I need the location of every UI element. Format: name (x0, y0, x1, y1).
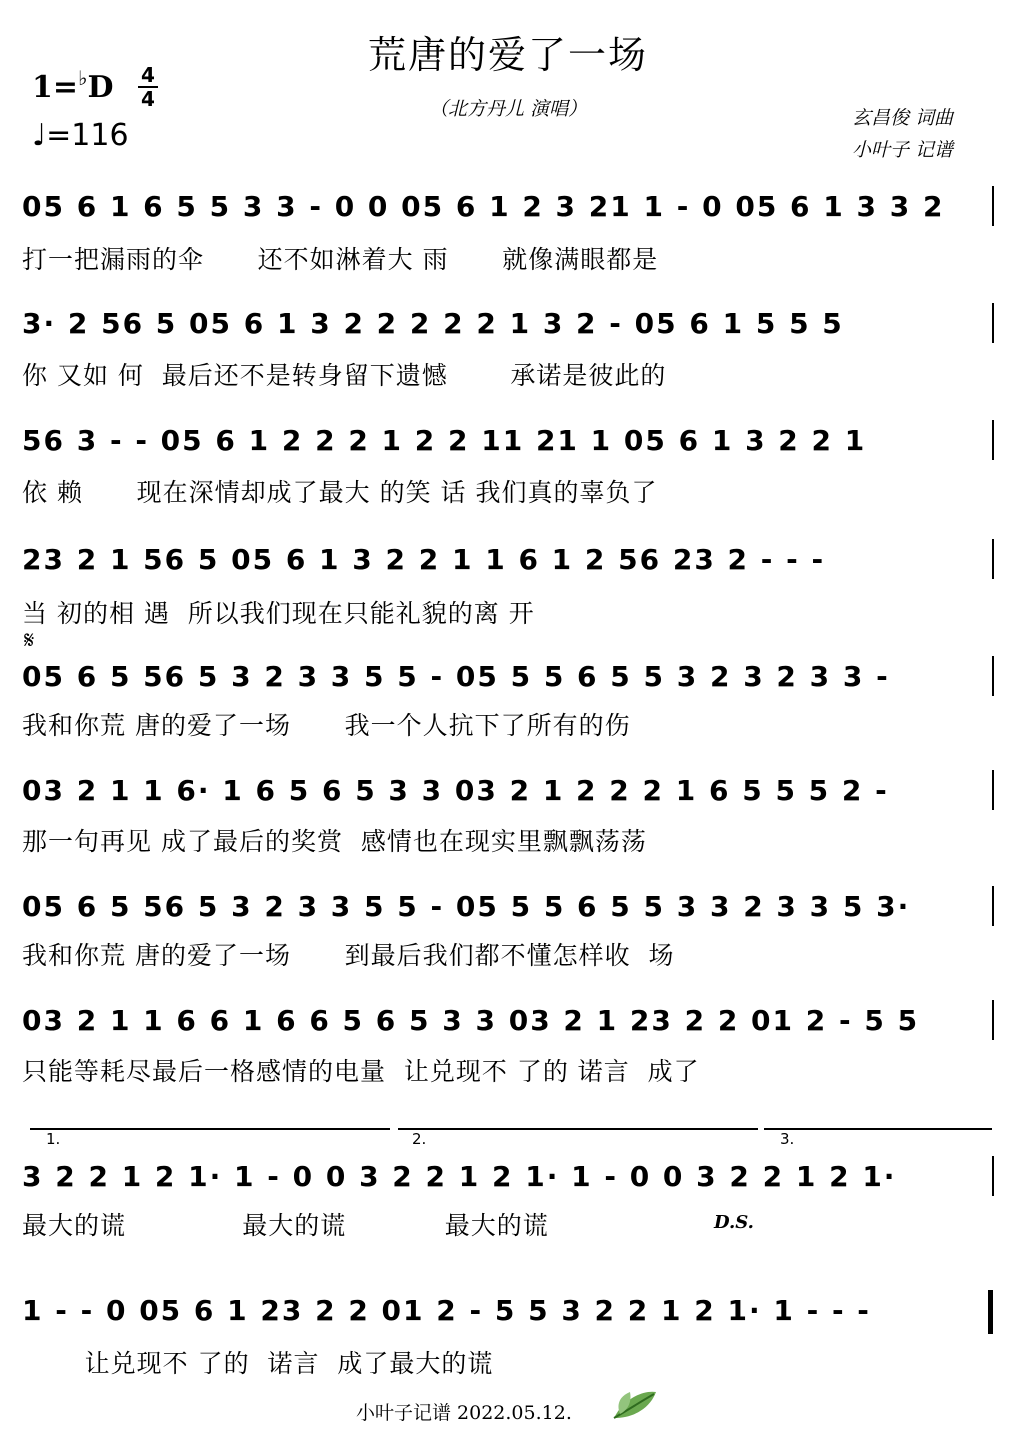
time-top: 4 (141, 63, 155, 87)
lyric-line-6: 那一句再见 成了最后的奖赏 感情也在现实里飘飘荡荡 (22, 827, 647, 856)
time-bottom: 4 (141, 87, 155, 111)
ending-bracket-3 (764, 1128, 992, 1130)
lyric-line-5: 我和你荒 唐的爱了一场 我一个人抗下了所有的伤 (22, 711, 631, 740)
notation-line-8: 03 2 1 1 6 6 1 6 6 5 6 5 3 3 03 2 1 23 2 2 01 2 - 5 5 (22, 1004, 920, 1037)
lyric-line-3: 依 赖 现在深情却成了最大 的笑 话 我们真的辜负了 (22, 478, 658, 507)
notation-line-5: 05 6 5 56 5 3 2 3 3 5 5 - 05 5 5 6 5 5 3 2 3 2 3 3 - (22, 660, 890, 693)
transcriber-credit: 小叶子 记谱 (852, 139, 954, 161)
key-prefix: 1= (32, 70, 79, 105)
notation-line-4: 23 2 1 56 5 05 6 1 3 2 2 1 1 6 1 2 56 23 2 - - - (22, 543, 826, 576)
notation-line-1: 05 6 1 6 5 5 3 3 - 0 0 05 6 1 2 3 21 1 - 0 05 6 1 3 3 2 (22, 190, 945, 223)
segno-icon: 𝄋 (24, 626, 35, 654)
notation-line-2: 3· 2 56 5 05 6 1 3 2 2 2 2 2 1 3 2 - 05 6 1 5 5 5 (22, 307, 844, 340)
notation-line-10: 1 - - 0 05 6 1 23 2 2 01 2 - 5 5 3 2 2 1 2 1· 1 - - - (22, 1294, 871, 1327)
ending-label-2: 2. (412, 1130, 427, 1148)
lyric-line-4: 当 初的相 遇 所以我们现在只能礼貌的离 开 (22, 599, 535, 628)
flat-icon: ♭ (78, 66, 88, 90)
leaf-icon (610, 1384, 660, 1424)
quarter-note-icon: ♩ (32, 118, 47, 153)
time-signature (136, 64, 160, 110)
lyric-line-7: 我和你荒 唐的爱了一场 到最后我们都不懂怎样收 场 (22, 941, 675, 970)
barline (992, 303, 994, 343)
barline (992, 539, 994, 579)
lyricist-credit: 玄昌俊 词曲 (852, 107, 954, 129)
lyric-line-1: 打一把漏雨的伞 还不如淋着大 雨 就像满眼都是 (22, 245, 659, 274)
lyric-line-10: 让兑现不 了的 诺言 成了最大的谎 (22, 1349, 494, 1378)
final-barline (988, 1290, 993, 1334)
notation-line-6: 03 2 1 1 6· 1 6 5 6 5 3 3 03 2 1 2 2 2 1 6 5 5 5 2 - (22, 774, 889, 807)
tempo-value: =116 (46, 118, 129, 153)
notation-line-7: 05 6 5 56 5 3 2 3 3 5 5 - 05 5 5 6 5 5 3 3 2 3 3 5 3· (22, 890, 911, 923)
ending-bracket-2 (398, 1128, 758, 1130)
credits (852, 102, 953, 166)
lyric-line-9: 最大的谎 最大的谎 最大的谎 (22, 1211, 549, 1240)
barline (992, 186, 994, 226)
barline (992, 420, 994, 460)
ending-bracket-1 (30, 1128, 390, 1130)
notation-line-3: 56 3 - - 05 6 1 2 2 2 1 2 2 11 21 1 05 6 1 3 2 2 1 (22, 424, 867, 457)
ending-label-3: 3. (780, 1130, 795, 1148)
barline (992, 886, 994, 926)
ds-marking: D.S. (714, 1212, 754, 1233)
key-note: D (87, 70, 114, 105)
barline (992, 770, 994, 810)
key-signature (32, 66, 113, 105)
barline (992, 1000, 994, 1040)
barline (992, 656, 994, 696)
barline (992, 1156, 994, 1196)
ending-label-1: 1. (46, 1130, 61, 1148)
song-title: 荒唐的爱了一场 (367, 33, 648, 77)
notation-line-9: 3 2 2 1 2 1· 1 - 0 0 3 2 2 1 2 1· 1 - 0 0 3 2 2 1 2 1· (22, 1160, 897, 1193)
performer-subtitle: （北方丹儿 演唱） (428, 98, 588, 120)
tempo-marking (32, 118, 129, 153)
lyric-line-8: 只能等耗尽最后一格感情的电量 让兑现不 了的 诺言 成了 (22, 1057, 700, 1086)
lyric-line-2: 你 又如 何 最后还不是转身留下遗憾 承诺是彼此的 (22, 361, 667, 390)
footer-note: 小叶子记谱 2022.05.12. (356, 1402, 572, 1424)
